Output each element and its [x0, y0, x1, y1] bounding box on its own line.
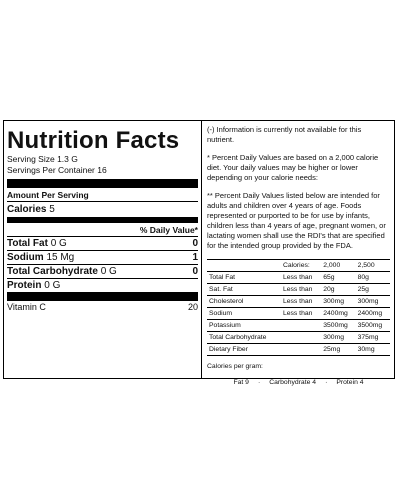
table-cell: [207, 260, 281, 272]
nutrient-percent: 0: [192, 238, 198, 249]
table-cell: Dietary Fiber: [207, 344, 281, 356]
table-cell: [281, 332, 321, 344]
table-cell: 65g: [321, 272, 355, 284]
percent-daily-note: * Percent Daily Values are based on a 2,000 calorie diet. Your daily values may be higher or lower depending on your calorie needs:: [207, 153, 379, 182]
table-row: [207, 344, 390, 356]
nutrient-amount: 0 G: [50, 238, 67, 249]
table-cell: Potassium: [207, 320, 281, 332]
amount-per-serving: Amount Per Serving: [7, 188, 198, 202]
table-cell: 30mg: [356, 344, 390, 356]
table-row: [207, 272, 390, 284]
info-unavailable-note: (-) Information is currently not available for this nutrient.: [207, 125, 362, 144]
nutrient-row-total-carbohydrate: [7, 265, 198, 279]
nutrient-amount: 0 G: [44, 280, 61, 291]
table-cell: Cholesterol: [207, 296, 281, 308]
servings-per-container: Servings Per Container 16: [7, 165, 107, 175]
table-cell: Less than: [281, 272, 321, 284]
table-cell: 25g: [356, 284, 390, 296]
nutrition-label: [3, 120, 395, 386]
table-cell: Sat. Fat: [207, 284, 281, 296]
cpg-carbohydrate: Carbohydrate 4: [269, 379, 317, 386]
nutrient-label: Total Fat: [7, 238, 48, 249]
nutrient-amount: 15 Mg: [46, 252, 75, 263]
table-cell: Calories:: [281, 260, 321, 272]
nutrition-facts-panel: [4, 121, 201, 378]
table-cell: 2,500: [356, 260, 390, 272]
table-cell: 375mg: [356, 332, 390, 344]
cpg-protein: Protein 4: [336, 379, 364, 386]
table-row: [207, 308, 390, 320]
table-cell: Sodium: [207, 308, 281, 320]
table-cell: 2400mg: [356, 308, 390, 320]
table-cell: [281, 320, 321, 332]
table-cell: 300mg: [321, 332, 355, 344]
daily-values-table: [207, 259, 390, 356]
rdi-note: ** Percent Daily Values listed below are intended for adults and children over 4 years of age. Foods represented or purported to be for use by infants, children less than 4 years of age, pregnant women, or lactating women shall use the RDI's that are specified for the intended group provided by the FDA.: [207, 191, 386, 250]
table-cell: 3500mg: [321, 320, 355, 332]
table-cell: Less than: [281, 284, 321, 296]
cpg-separator: ·: [257, 379, 261, 386]
nutrition-facts-title: Nutrition Facts: [7, 127, 180, 154]
table-cell: Total Carbohydrate: [207, 332, 281, 344]
table-cell: 20g: [321, 284, 355, 296]
thick-divider: [7, 179, 198, 188]
table-cell: 300mg: [321, 296, 355, 308]
nutrient-percent: 1: [192, 252, 198, 263]
thick-divider: [7, 292, 198, 301]
table-cell: 3500mg: [356, 320, 390, 332]
table-cell: [281, 344, 321, 356]
nutrient-label: Sodium: [7, 252, 44, 263]
vitamin-percent: 20: [187, 302, 198, 312]
nutrient-percent: 0: [192, 266, 198, 277]
notes-panel: [201, 121, 394, 386]
table-cell: 2400mg: [321, 308, 355, 320]
nutrient-label: Protein: [7, 280, 42, 291]
nutrient-amount: 0 G: [100, 266, 117, 277]
cpg-fat: Fat 9: [233, 379, 249, 386]
vitamin-row: [7, 301, 198, 313]
table-cell: Less than: [281, 296, 321, 308]
table-cell: Less than: [281, 308, 321, 320]
table-cell: 25mg: [321, 344, 355, 356]
table-row: [207, 284, 390, 296]
daily-value-header: % Daily Value*: [7, 223, 198, 237]
calories-row: [7, 202, 198, 218]
table-cell: 2,000: [321, 260, 355, 272]
table-cell: Total Fat: [207, 272, 281, 284]
nutrient-row-total-fat: [7, 237, 198, 251]
table-cell: 80g: [356, 272, 390, 284]
calories-per-gram-label: Calories per gram:: [207, 363, 263, 370]
calories-label: Calories: [7, 204, 47, 215]
cpg-separator: ·: [325, 379, 328, 386]
calories-value: 5: [49, 204, 55, 215]
nutrient-row-protein: [7, 279, 198, 292]
table-cell: 300mg: [356, 296, 390, 308]
serving-size: Serving Size 1.3 G: [7, 154, 78, 164]
table-row: [207, 332, 390, 344]
table-row: [207, 320, 390, 332]
vitamin-label: Vitamin C: [7, 302, 46, 312]
table-row: [207, 296, 390, 308]
calories-per-gram-values: [207, 379, 390, 386]
table-header-row: [207, 260, 390, 272]
nutrient-label: Total Carbohydrate: [7, 266, 98, 277]
nutrient-row-sodium: [7, 251, 198, 265]
